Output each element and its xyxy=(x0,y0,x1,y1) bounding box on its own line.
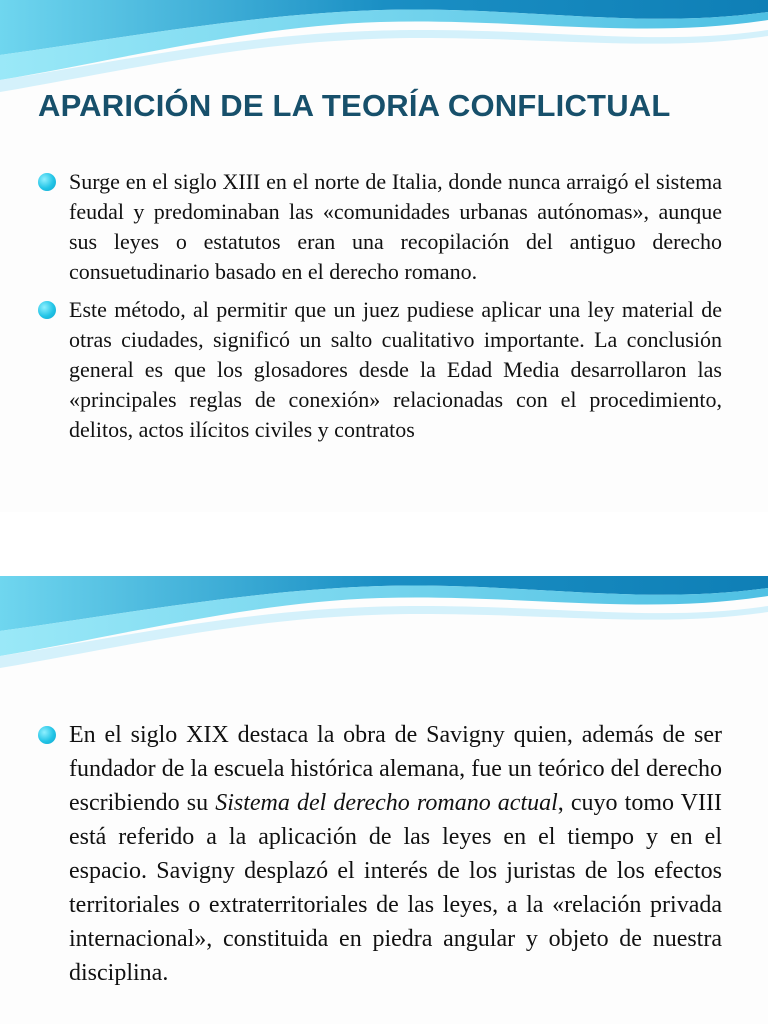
book-title: Sistema del derecho romano actual xyxy=(215,790,558,816)
slide-2 xyxy=(0,576,768,1024)
bullet-dot-icon xyxy=(38,726,56,744)
bullet-item xyxy=(38,167,722,287)
header-wave-decoration xyxy=(0,576,768,686)
slide-separator xyxy=(0,512,768,576)
slide-title: APARICIÓN DE LA TEORÍA CONFLICTUAL xyxy=(38,88,671,123)
bullet-text-end: , cuyo tomo VIII está referido a la aplicación de las leyes en el tiempo y en el espacio. Savigny desplazó el interés de los juristas de los efectos territoriales o extraterritoriales de las leyes, a la «relación privada internacional», constituida en piedra angular y objeto de nuestra disciplina. xyxy=(69,790,722,986)
bullet-list xyxy=(38,167,722,453)
bullet-item xyxy=(38,718,722,990)
bullet-text: Este método, al permitir que un juez pudiese aplicar una ley material de otras ciudades, significó un salto cualitativo importante. La conclusión general es que los glosadores desde la Edad Media desarrollaron las «principales reglas de conexión» relacionadas con el procedimiento, delitos, actos ilícitos civiles y contratos xyxy=(69,297,722,442)
bullet-text: Surge en el siglo XIII en el norte de Italia, donde nunca arraigó el sistema feudal y predominaban las «comunidades urbanas autónomas», aunque sus leyes o estatutos eran una recopilación del antiguo derecho consuetudinario basado en el derecho romano. xyxy=(69,169,722,284)
bullet-list xyxy=(38,718,722,990)
bullet-dot-icon xyxy=(38,173,56,191)
bullet-item xyxy=(38,295,722,445)
bullet-dot-icon xyxy=(38,301,56,319)
bullet-text-start: En el siglo XIX destaca la obra de Savigny quien, además de ser fundador de la escuela histórica alemana, fue un teórico del derecho escribiendo su xyxy=(69,722,722,816)
